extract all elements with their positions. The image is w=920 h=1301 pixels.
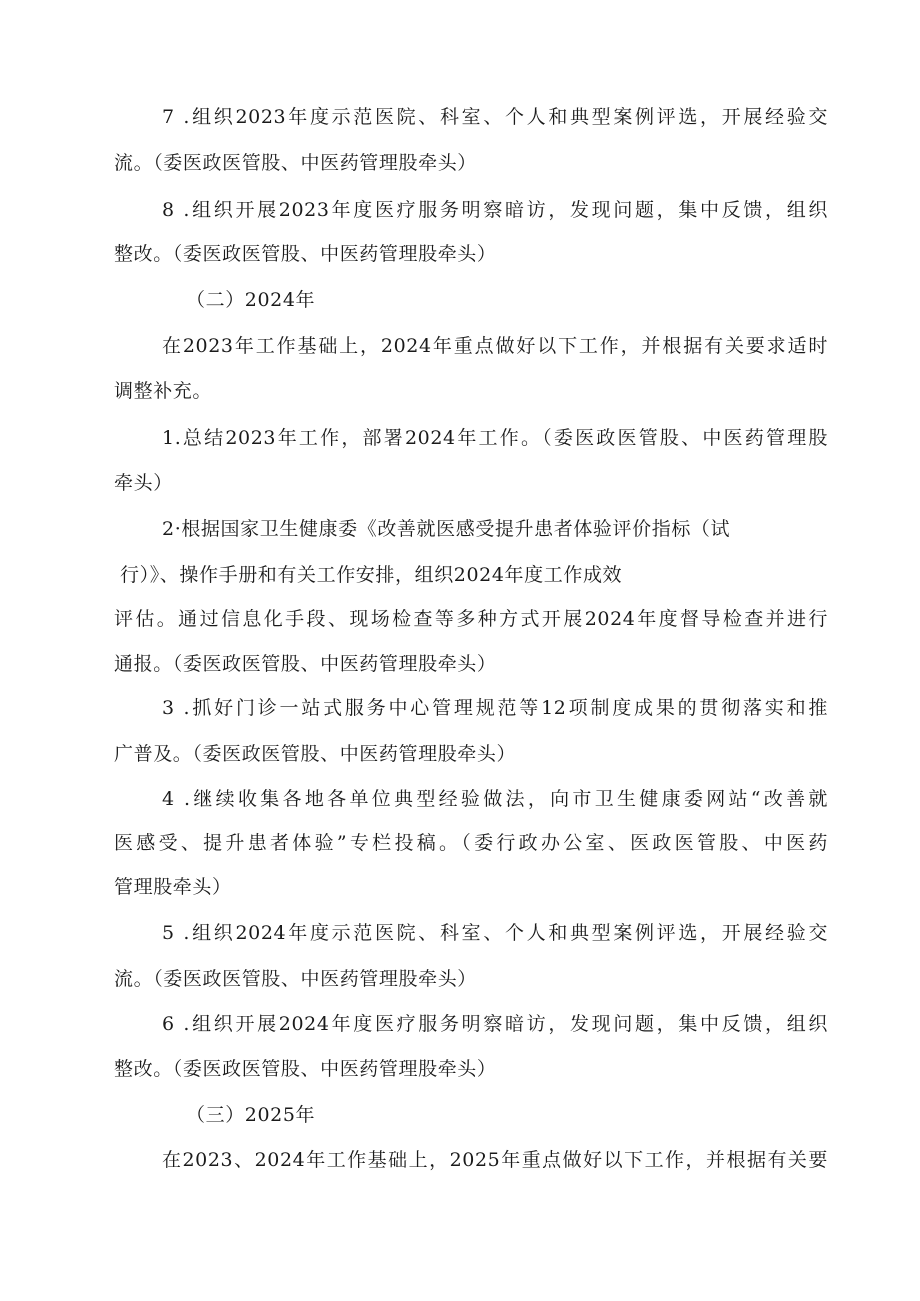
item-8-2023-line-2: 整改。（委医政医管股、中医药管理股牵头） bbox=[114, 243, 497, 265]
item-2-2024-line-3: 评估。通过信息化手段、现场检查等多种方式开展2024年度督导检查并进行 bbox=[114, 608, 828, 630]
item-4-2024-line-2: 医感受、提升患者体验”专栏投稿。（委行政办公室、医政医管股、中医药 bbox=[114, 832, 828, 854]
item-6-2024-line-2: 整改。（委医政医管股、中医药管理股牵头） bbox=[114, 1058, 497, 1080]
section-heading-2024: （二）2024年 bbox=[186, 289, 316, 311]
item-5-2024-line-1: 5 .组织2024年度示范医院、科室、个人和典型案例评选，开展经验交 bbox=[162, 922, 828, 944]
item-7-2023-line-2: 流。（委医政医管股、中医药管理股牵头） bbox=[114, 152, 477, 174]
item-7-2023-line-1: 7 .组织2023年度示范医院、科室、个人和典型案例评选，开展经验交 bbox=[162, 106, 828, 128]
intro-2024-line-2: 调整补充。 bbox=[114, 380, 213, 402]
intro-2024-line-1: 在2023年工作基础上，2024年重点做好以下工作，并根据有关要求适时 bbox=[162, 335, 828, 357]
item-4-2024-line-1: 4 .继续收集各地各单位典型经验做法，向市卫生健康委网站“改善就 bbox=[162, 788, 828, 810]
item-1-2024-line-2: 牵头） bbox=[114, 472, 173, 494]
intro-2025-line-1: 在2023、2024年工作基础上，2025年重点做好以下工作，并根据有关要 bbox=[162, 1149, 828, 1171]
item-8-2023-line-1: 8 .组织开展2023年度医疗服务明察暗访，发现问题，集中反馈，组织 bbox=[162, 199, 828, 221]
item-5-2024-line-2: 流。（委医政医管股、中医药管理股牵头） bbox=[114, 968, 477, 990]
item-6-2024-line-1: 6 .组织开展2024年度医疗服务明察暗访，发现问题，集中反馈，组织 bbox=[162, 1013, 828, 1035]
item-3-2024-line-1: 3 .抓好门诊一站式服务中心管理规范等12项制度成果的贯彻落实和推 bbox=[162, 697, 828, 719]
item-2-2024-line-1: 2·根据国家卫生健康委《改善就医感受提升患者体验评价指标（试 bbox=[162, 518, 731, 540]
item-3-2024-line-2: 广普及。（委医政医管股、中医药管理股牵头） bbox=[114, 743, 517, 765]
section-heading-2025: （三）2025年 bbox=[186, 1104, 316, 1126]
item-2-2024-line-2: 行）》、操作手册和有关工作安排，组织2024年度工作成效 bbox=[120, 564, 623, 586]
item-4-2024-line-3: 管理股牵头） bbox=[114, 876, 232, 898]
item-2-2024-line-4: 通报。（委医政医管股、中医药管理股牵头） bbox=[114, 653, 497, 675]
item-1-2024-line-1: 1.总结2023年工作，部署2024年工作。（委医政医管股、中医药管理股 bbox=[162, 427, 828, 449]
